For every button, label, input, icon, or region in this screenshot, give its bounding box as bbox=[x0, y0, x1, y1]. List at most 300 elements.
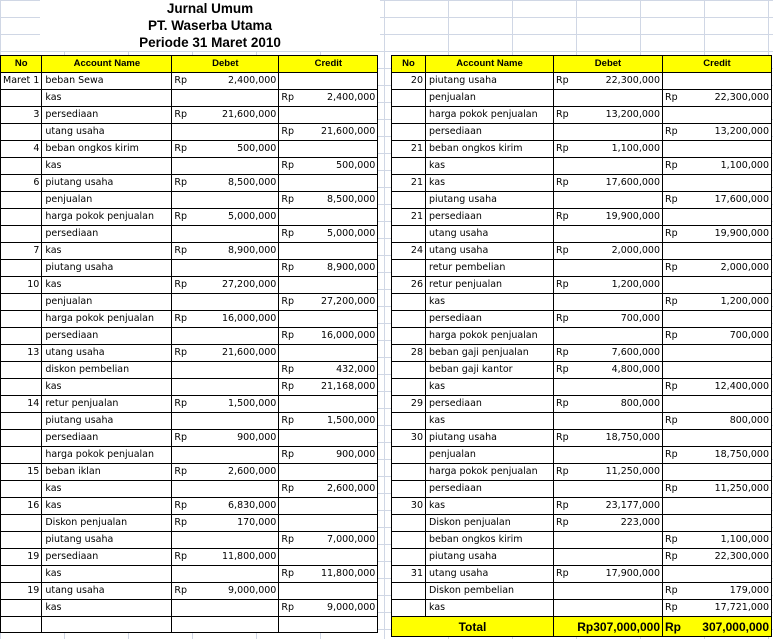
cell-debet-currency[interactable] bbox=[172, 600, 193, 617]
cell-debet-currency[interactable] bbox=[554, 226, 575, 243]
cell-account[interactable]: persediaan bbox=[426, 311, 554, 328]
cell-credit[interactable] bbox=[300, 311, 378, 328]
cell-credit[interactable]: 700,000 bbox=[684, 328, 772, 345]
cell-account[interactable]: harga pokok penjualan bbox=[42, 447, 172, 464]
cell-account[interactable]: Diskon penjualan bbox=[426, 515, 554, 532]
cell-account[interactable]: persediaan bbox=[42, 328, 172, 345]
col-header-credit[interactable]: Credit bbox=[279, 56, 378, 73]
cell-debet-currency[interactable] bbox=[172, 90, 193, 107]
cell-no[interactable] bbox=[1, 124, 42, 141]
cell-credit[interactable]: 17,721,000 bbox=[684, 600, 772, 617]
cell-credit-currency[interactable]: Rp bbox=[663, 158, 684, 175]
cell-no[interactable] bbox=[392, 362, 426, 379]
cell-no[interactable]: 29 bbox=[392, 396, 426, 413]
cell-debet[interactable] bbox=[193, 260, 279, 277]
cell-credit-currency[interactable] bbox=[279, 617, 300, 633]
cell-credit[interactable]: 1,500,000 bbox=[300, 413, 378, 430]
cell-debet-currency[interactable]: Rp bbox=[554, 345, 575, 362]
cell-debet[interactable] bbox=[575, 583, 663, 600]
cell-debet-currency[interactable] bbox=[172, 328, 193, 345]
cell-credit[interactable] bbox=[300, 515, 378, 532]
cell-no[interactable] bbox=[392, 600, 426, 617]
cell-credit[interactable]: 12,400,000 bbox=[684, 379, 772, 396]
cell-credit[interactable] bbox=[684, 396, 772, 413]
cell-no[interactable] bbox=[392, 90, 426, 107]
cell-credit[interactable]: 11,800,000 bbox=[300, 566, 378, 583]
cell-no[interactable] bbox=[1, 515, 42, 532]
cell-credit-currency[interactable] bbox=[663, 209, 684, 226]
cell-credit[interactable]: 1,100,000 bbox=[684, 532, 772, 549]
cell-account[interactable]: kas bbox=[426, 294, 554, 311]
cell-account[interactable]: piutang usaha bbox=[42, 413, 172, 430]
cell-credit-currency[interactable]: Rp bbox=[279, 260, 300, 277]
cell-credit[interactable]: 432,000 bbox=[300, 362, 378, 379]
cell-debet[interactable]: 4,800,000 bbox=[575, 362, 663, 379]
cell-debet-currency[interactable]: Rp bbox=[554, 175, 575, 192]
cell-debet-currency[interactable]: Rp bbox=[554, 277, 575, 294]
cell-debet[interactable] bbox=[575, 532, 663, 549]
cell-no[interactable] bbox=[1, 379, 42, 396]
cell-account[interactable]: kas bbox=[426, 158, 554, 175]
cell-no[interactable] bbox=[1, 158, 42, 175]
cell-credit[interactable]: 179,000 bbox=[684, 583, 772, 600]
cell-no[interactable] bbox=[1, 413, 42, 430]
cell-credit[interactable] bbox=[300, 617, 378, 633]
cell-credit-currency[interactable] bbox=[279, 141, 300, 158]
cell-debet[interactable] bbox=[575, 481, 663, 498]
cell-credit-currency[interactable]: Rp bbox=[663, 379, 684, 396]
cell-credit-currency[interactable] bbox=[279, 464, 300, 481]
cell-credit[interactable]: 2,400,000 bbox=[300, 90, 378, 107]
cell-credit[interactable]: 22,300,000 bbox=[684, 549, 772, 566]
cell-credit[interactable] bbox=[684, 464, 772, 481]
cell-debet-currency[interactable]: Rp bbox=[554, 141, 575, 158]
cell-no[interactable] bbox=[392, 192, 426, 209]
cell-credit[interactable]: 21,168,000 bbox=[300, 379, 378, 396]
cell-credit[interactable] bbox=[300, 345, 378, 362]
cell-no[interactable] bbox=[1, 447, 42, 464]
cell-debet[interactable]: 21,600,000 bbox=[193, 345, 279, 362]
cell-credit-currency[interactable]: Rp bbox=[663, 583, 684, 600]
cell-no[interactable] bbox=[392, 515, 426, 532]
cell-debet[interactable] bbox=[575, 413, 663, 430]
cell-credit[interactable]: 1,200,000 bbox=[684, 294, 772, 311]
cell-no[interactable] bbox=[1, 90, 42, 107]
cell-credit-currency[interactable]: Rp bbox=[663, 294, 684, 311]
cell-debet-currency[interactable] bbox=[554, 481, 575, 498]
cell-debet[interactable] bbox=[193, 294, 279, 311]
cell-account[interactable]: beban ongkos kirim bbox=[42, 141, 172, 158]
cell-account[interactable]: kas bbox=[426, 600, 554, 617]
cell-credit-currency[interactable] bbox=[663, 345, 684, 362]
cell-account[interactable]: Diskon penjualan bbox=[42, 515, 172, 532]
cell-debet-currency[interactable] bbox=[172, 192, 193, 209]
cell-debet-currency[interactable]: Rp bbox=[554, 566, 575, 583]
cell-account[interactable]: utang usaha bbox=[426, 243, 554, 260]
cell-account[interactable]: persediaan bbox=[426, 481, 554, 498]
cell-account[interactable]: piutang usaha bbox=[426, 549, 554, 566]
cell-credit-currency[interactable] bbox=[663, 311, 684, 328]
cell-account[interactable]: penjualan bbox=[42, 192, 172, 209]
cell-credit[interactable]: 500,000 bbox=[300, 158, 378, 175]
cell-debet[interactable] bbox=[575, 90, 663, 107]
cell-debet[interactable] bbox=[193, 600, 279, 617]
cell-credit-currency[interactable]: Rp bbox=[663, 90, 684, 107]
cell-debet[interactable]: 6,830,000 bbox=[193, 498, 279, 515]
cell-debet[interactable]: 223,000 bbox=[575, 515, 663, 532]
cell-debet[interactable]: 13,200,000 bbox=[575, 107, 663, 124]
cell-no[interactable] bbox=[392, 413, 426, 430]
cell-debet[interactable]: 2,000,000 bbox=[575, 243, 663, 260]
cell-debet[interactable]: 11,250,000 bbox=[575, 464, 663, 481]
cell-no[interactable] bbox=[392, 447, 426, 464]
cell-debet[interactable]: 18,750,000 bbox=[575, 430, 663, 447]
cell-credit-currency[interactable]: Rp bbox=[663, 124, 684, 141]
cell-debet-currency[interactable] bbox=[172, 226, 193, 243]
cell-credit[interactable]: 11,250,000 bbox=[684, 481, 772, 498]
cell-no[interactable] bbox=[392, 549, 426, 566]
cell-credit[interactable]: 5,000,000 bbox=[300, 226, 378, 243]
cell-debet[interactable] bbox=[575, 226, 663, 243]
cell-debet[interactable]: 19,900,000 bbox=[575, 209, 663, 226]
cell-account[interactable]: diskon pembelian bbox=[42, 362, 172, 379]
cell-account[interactable]: persediaan bbox=[42, 107, 172, 124]
cell-no[interactable] bbox=[392, 311, 426, 328]
cell-credit[interactable]: 8,500,000 bbox=[300, 192, 378, 209]
cell-debet-currency[interactable]: Rp bbox=[172, 311, 193, 328]
cell-debet-currency[interactable]: Rp bbox=[172, 107, 193, 124]
cell-debet[interactable]: 17,900,000 bbox=[575, 566, 663, 583]
cell-debet-currency[interactable]: Rp bbox=[172, 498, 193, 515]
cell-debet-currency[interactable]: Rp bbox=[554, 396, 575, 413]
cell-credit[interactable]: 7,000,000 bbox=[300, 532, 378, 549]
cell-credit-currency[interactable] bbox=[279, 73, 300, 90]
cell-credit[interactable] bbox=[684, 107, 772, 124]
cell-debet[interactable] bbox=[193, 362, 279, 379]
cell-account[interactable]: piutang usaha bbox=[426, 73, 554, 90]
cell-credit-currency[interactable] bbox=[663, 566, 684, 583]
cell-debet[interactable]: 5,000,000 bbox=[193, 209, 279, 226]
cell-debet[interactable] bbox=[193, 192, 279, 209]
cell-debet-currency[interactable]: Rp bbox=[554, 464, 575, 481]
cell-debet-currency[interactable]: Rp bbox=[554, 311, 575, 328]
cell-credit-currency[interactable]: Rp bbox=[663, 328, 684, 345]
cell-debet-currency[interactable] bbox=[554, 549, 575, 566]
cell-account[interactable]: penjualan bbox=[42, 294, 172, 311]
cell-account[interactable]: kas bbox=[426, 498, 554, 515]
cell-no[interactable]: 20 bbox=[392, 73, 426, 90]
cell-no[interactable]: 21 bbox=[392, 175, 426, 192]
cell-no[interactable] bbox=[392, 260, 426, 277]
cell-account[interactable]: kas bbox=[426, 379, 554, 396]
cell-credit-currency[interactable]: Rp bbox=[279, 362, 300, 379]
cell-account[interactable]: persediaan bbox=[42, 226, 172, 243]
cell-credit[interactable]: 18,750,000 bbox=[684, 447, 772, 464]
cell-credit-currency[interactable]: Rp bbox=[279, 294, 300, 311]
cell-debet-currency[interactable] bbox=[554, 413, 575, 430]
cell-credit[interactable] bbox=[300, 209, 378, 226]
cell-no[interactable]: 19 bbox=[1, 549, 42, 566]
cell-credit[interactable]: 900,000 bbox=[300, 447, 378, 464]
cell-no[interactable]: 28 bbox=[392, 345, 426, 362]
cell-account[interactable]: kas bbox=[42, 498, 172, 515]
cell-no[interactable] bbox=[392, 583, 426, 600]
cell-credit[interactable] bbox=[300, 430, 378, 447]
cell-account[interactable]: retur penjualan bbox=[426, 277, 554, 294]
cell-credit-currency[interactable] bbox=[663, 515, 684, 532]
cell-debet-currency[interactable] bbox=[554, 328, 575, 345]
cell-credit[interactable]: 9,000,000 bbox=[300, 600, 378, 617]
cell-debet-currency[interactable]: Rp bbox=[172, 243, 193, 260]
cell-credit-currency[interactable]: Rp bbox=[663, 447, 684, 464]
cell-no[interactable] bbox=[392, 226, 426, 243]
cell-debet-currency[interactable]: Rp bbox=[554, 243, 575, 260]
cell-no[interactable] bbox=[392, 158, 426, 175]
cell-credit-currency[interactable]: Rp bbox=[279, 192, 300, 209]
cell-no[interactable]: 14 bbox=[1, 396, 42, 413]
cell-debet-currency[interactable]: Rp bbox=[172, 430, 193, 447]
cell-credit[interactable] bbox=[684, 311, 772, 328]
cell-account[interactable] bbox=[42, 617, 172, 633]
cell-credit-currency[interactable] bbox=[279, 209, 300, 226]
cell-debet[interactable] bbox=[575, 600, 663, 617]
cell-debet[interactable] bbox=[193, 90, 279, 107]
cell-credit-currency[interactable] bbox=[279, 345, 300, 362]
cell-credit-currency[interactable]: Rp bbox=[663, 549, 684, 566]
cell-credit-currency[interactable]: Rp bbox=[279, 226, 300, 243]
cell-credit-currency[interactable]: Rp bbox=[279, 600, 300, 617]
cell-debet-currency[interactable] bbox=[554, 90, 575, 107]
cell-credit-currency[interactable] bbox=[279, 430, 300, 447]
cell-account[interactable]: utang usaha bbox=[42, 345, 172, 362]
cell-account[interactable]: piutang usaha bbox=[42, 532, 172, 549]
cell-no[interactable] bbox=[392, 328, 426, 345]
cell-credit[interactable]: 22,300,000 bbox=[684, 90, 772, 107]
cell-account[interactable]: utang usaha bbox=[426, 566, 554, 583]
cell-no[interactable] bbox=[392, 107, 426, 124]
cell-credit[interactable]: 8,900,000 bbox=[300, 260, 378, 277]
cell-no[interactable]: 3 bbox=[1, 107, 42, 124]
col-header-account[interactable]: Account Name bbox=[42, 56, 172, 73]
cell-debet-currency[interactable]: Rp bbox=[172, 141, 193, 158]
cell-debet[interactable]: 1,100,000 bbox=[575, 141, 663, 158]
cell-credit[interactable]: 19,900,000 bbox=[684, 226, 772, 243]
cell-account[interactable]: beban ongkos kirim bbox=[426, 532, 554, 549]
cell-credit[interactable] bbox=[684, 515, 772, 532]
cell-debet-currency[interactable] bbox=[172, 566, 193, 583]
cell-debet[interactable] bbox=[193, 379, 279, 396]
cell-debet-currency[interactable] bbox=[172, 617, 193, 633]
cell-debet-currency[interactable]: Rp bbox=[172, 175, 193, 192]
cell-no[interactable] bbox=[1, 311, 42, 328]
cell-debet-currency[interactable] bbox=[554, 158, 575, 175]
cell-debet-currency[interactable] bbox=[172, 413, 193, 430]
cell-no[interactable] bbox=[1, 209, 42, 226]
col-header-credit[interactable]: Credit bbox=[663, 56, 772, 73]
cell-credit[interactable] bbox=[684, 566, 772, 583]
cell-no[interactable]: 13 bbox=[1, 345, 42, 362]
cell-debet[interactable]: 800,000 bbox=[575, 396, 663, 413]
cell-credit-currency[interactable] bbox=[663, 396, 684, 413]
cell-no[interactable] bbox=[1, 600, 42, 617]
cell-debet[interactable] bbox=[193, 566, 279, 583]
cell-debet-currency[interactable]: Rp bbox=[554, 362, 575, 379]
cell-debet[interactable] bbox=[193, 158, 279, 175]
cell-no[interactable] bbox=[1, 566, 42, 583]
cell-debet[interactable]: 11,800,000 bbox=[193, 549, 279, 566]
total-credit[interactable]: 307,000,000 bbox=[684, 617, 772, 637]
cell-credit-currency[interactable] bbox=[279, 549, 300, 566]
cell-no[interactable] bbox=[392, 481, 426, 498]
col-header-account[interactable]: Account Name bbox=[426, 56, 554, 73]
cell-account[interactable]: piutang usaha bbox=[426, 430, 554, 447]
cell-debet[interactable]: 2,400,000 bbox=[193, 73, 279, 90]
cell-debet-currency[interactable]: Rp bbox=[554, 430, 575, 447]
cell-account[interactable]: penjualan bbox=[426, 447, 554, 464]
cell-credit-currency[interactable]: Rp bbox=[279, 124, 300, 141]
cell-account[interactable]: harga pokok penjualan bbox=[426, 328, 554, 345]
cell-debet[interactable]: 500,000 bbox=[193, 141, 279, 158]
cell-credit-currency[interactable] bbox=[279, 396, 300, 413]
cell-no[interactable]: 4 bbox=[1, 141, 42, 158]
cell-debet[interactable] bbox=[193, 481, 279, 498]
cell-account[interactable]: kas bbox=[426, 175, 554, 192]
cell-credit[interactable] bbox=[300, 498, 378, 515]
cell-debet-currency[interactable] bbox=[554, 447, 575, 464]
cell-credit-currency[interactable] bbox=[663, 243, 684, 260]
cell-credit-currency[interactable] bbox=[279, 107, 300, 124]
cell-debet[interactable] bbox=[575, 158, 663, 175]
cell-debet-currency[interactable]: Rp bbox=[554, 515, 575, 532]
cell-credit[interactable] bbox=[300, 277, 378, 294]
cell-debet-currency[interactable]: Rp bbox=[554, 107, 575, 124]
cell-debet-currency[interactable]: Rp bbox=[172, 396, 193, 413]
cell-debet-currency[interactable] bbox=[172, 158, 193, 175]
cell-credit[interactable]: 16,000,000 bbox=[300, 328, 378, 345]
cell-debet-currency[interactable]: Rp bbox=[554, 498, 575, 515]
cell-debet-currency[interactable]: Rp bbox=[172, 515, 193, 532]
cell-no[interactable]: 30 bbox=[392, 498, 426, 515]
cell-credit[interactable] bbox=[684, 362, 772, 379]
cell-debet[interactable]: 8,500,000 bbox=[193, 175, 279, 192]
cell-credit-currency[interactable]: Rp bbox=[663, 532, 684, 549]
cell-credit-currency[interactable] bbox=[279, 277, 300, 294]
cell-account[interactable]: persediaan bbox=[426, 396, 554, 413]
cell-debet-currency[interactable] bbox=[172, 294, 193, 311]
cell-debet-currency[interactable] bbox=[172, 260, 193, 277]
cell-debet-currency[interactable] bbox=[172, 481, 193, 498]
cell-debet[interactable]: 16,000,000 bbox=[193, 311, 279, 328]
cell-no[interactable]: 19 bbox=[1, 583, 42, 600]
cell-account[interactable]: beban gaji kantor bbox=[426, 362, 554, 379]
cell-no[interactable] bbox=[392, 379, 426, 396]
cell-debet[interactable]: 17,600,000 bbox=[575, 175, 663, 192]
cell-credit[interactable]: 2,600,000 bbox=[300, 481, 378, 498]
total-credit-currency[interactable]: Rp bbox=[663, 617, 684, 637]
cell-debet-currency[interactable] bbox=[172, 447, 193, 464]
cell-credit-currency[interactable] bbox=[279, 311, 300, 328]
cell-debet[interactable] bbox=[575, 192, 663, 209]
cell-no[interactable]: 30 bbox=[392, 430, 426, 447]
cell-debet-currency[interactable]: Rp bbox=[172, 73, 193, 90]
total-label[interactable]: Total bbox=[392, 617, 554, 637]
cell-no[interactable] bbox=[1, 260, 42, 277]
cell-credit[interactable]: 2,000,000 bbox=[684, 260, 772, 277]
cell-account[interactable]: harga pokok penjualan bbox=[426, 464, 554, 481]
col-header-no[interactable]: No bbox=[1, 56, 42, 73]
cell-no[interactable] bbox=[392, 124, 426, 141]
cell-no[interactable]: 26 bbox=[392, 277, 426, 294]
cell-credit[interactable] bbox=[684, 498, 772, 515]
cell-credit-currency[interactable] bbox=[663, 141, 684, 158]
cell-credit-currency[interactable]: Rp bbox=[279, 532, 300, 549]
cell-debet[interactable] bbox=[193, 617, 279, 633]
cell-credit-currency[interactable]: Rp bbox=[663, 226, 684, 243]
cell-no[interactable]: 10 bbox=[1, 277, 42, 294]
cell-debet[interactable] bbox=[193, 447, 279, 464]
cell-account[interactable]: kas bbox=[42, 90, 172, 107]
cell-credit-currency[interactable]: Rp bbox=[663, 260, 684, 277]
cell-account[interactable]: Diskon pembelian bbox=[426, 583, 554, 600]
cell-credit[interactable] bbox=[300, 73, 378, 90]
cell-account[interactable]: kas bbox=[42, 566, 172, 583]
cell-debet[interactable]: 23,177,000 bbox=[575, 498, 663, 515]
cell-credit-currency[interactable]: Rp bbox=[663, 481, 684, 498]
cell-account[interactable]: harga pokok penjualan bbox=[426, 107, 554, 124]
cell-credit[interactable] bbox=[684, 209, 772, 226]
cell-no[interactable] bbox=[1, 294, 42, 311]
cell-debet[interactable]: 700,000 bbox=[575, 311, 663, 328]
cell-account[interactable]: beban ongkos kirim bbox=[426, 141, 554, 158]
cell-debet[interactable]: 9,000,000 bbox=[193, 583, 279, 600]
cell-account[interactable]: retur pembelian bbox=[426, 260, 554, 277]
cell-credit[interactable] bbox=[684, 141, 772, 158]
cell-debet-currency[interactable]: Rp bbox=[172, 583, 193, 600]
cell-credit-currency[interactable] bbox=[663, 362, 684, 379]
cell-debet-currency[interactable] bbox=[172, 379, 193, 396]
cell-debet[interactable] bbox=[575, 549, 663, 566]
cell-account[interactable]: kas bbox=[42, 600, 172, 617]
cell-credit-currency[interactable]: Rp bbox=[279, 566, 300, 583]
cell-account[interactable]: penjualan bbox=[426, 90, 554, 107]
cell-account[interactable]: piutang usaha bbox=[42, 260, 172, 277]
cell-debet-currency[interactable] bbox=[554, 294, 575, 311]
cell-credit[interactable] bbox=[684, 430, 772, 447]
col-header-debet[interactable]: Debet bbox=[172, 56, 279, 73]
cell-debet[interactable]: 21,600,000 bbox=[193, 107, 279, 124]
cell-credit[interactable]: 17,600,000 bbox=[684, 192, 772, 209]
cell-credit[interactable]: 800,000 bbox=[684, 413, 772, 430]
cell-debet-currency[interactable]: Rp bbox=[554, 73, 575, 90]
cell-credit-currency[interactable] bbox=[663, 498, 684, 515]
cell-no[interactable]: 21 bbox=[392, 209, 426, 226]
cell-debet-currency[interactable]: Rp bbox=[172, 277, 193, 294]
cell-debet-currency[interactable] bbox=[172, 532, 193, 549]
cell-no[interactable] bbox=[392, 532, 426, 549]
cell-credit[interactable] bbox=[300, 464, 378, 481]
cell-debet-currency[interactable]: Rp bbox=[172, 209, 193, 226]
cell-debet-currency[interactable] bbox=[554, 532, 575, 549]
cell-credit[interactable]: 1,100,000 bbox=[684, 158, 772, 175]
cell-credit-currency[interactable] bbox=[663, 277, 684, 294]
cell-credit-currency[interactable] bbox=[663, 107, 684, 124]
cell-credit[interactable] bbox=[684, 175, 772, 192]
cell-account[interactable]: persediaan bbox=[426, 124, 554, 141]
cell-debet[interactable] bbox=[575, 294, 663, 311]
cell-account[interactable]: piutang usaha bbox=[42, 175, 172, 192]
cell-account[interactable]: harga pokok penjualan bbox=[42, 311, 172, 328]
cell-debet[interactable]: 1,200,000 bbox=[575, 277, 663, 294]
